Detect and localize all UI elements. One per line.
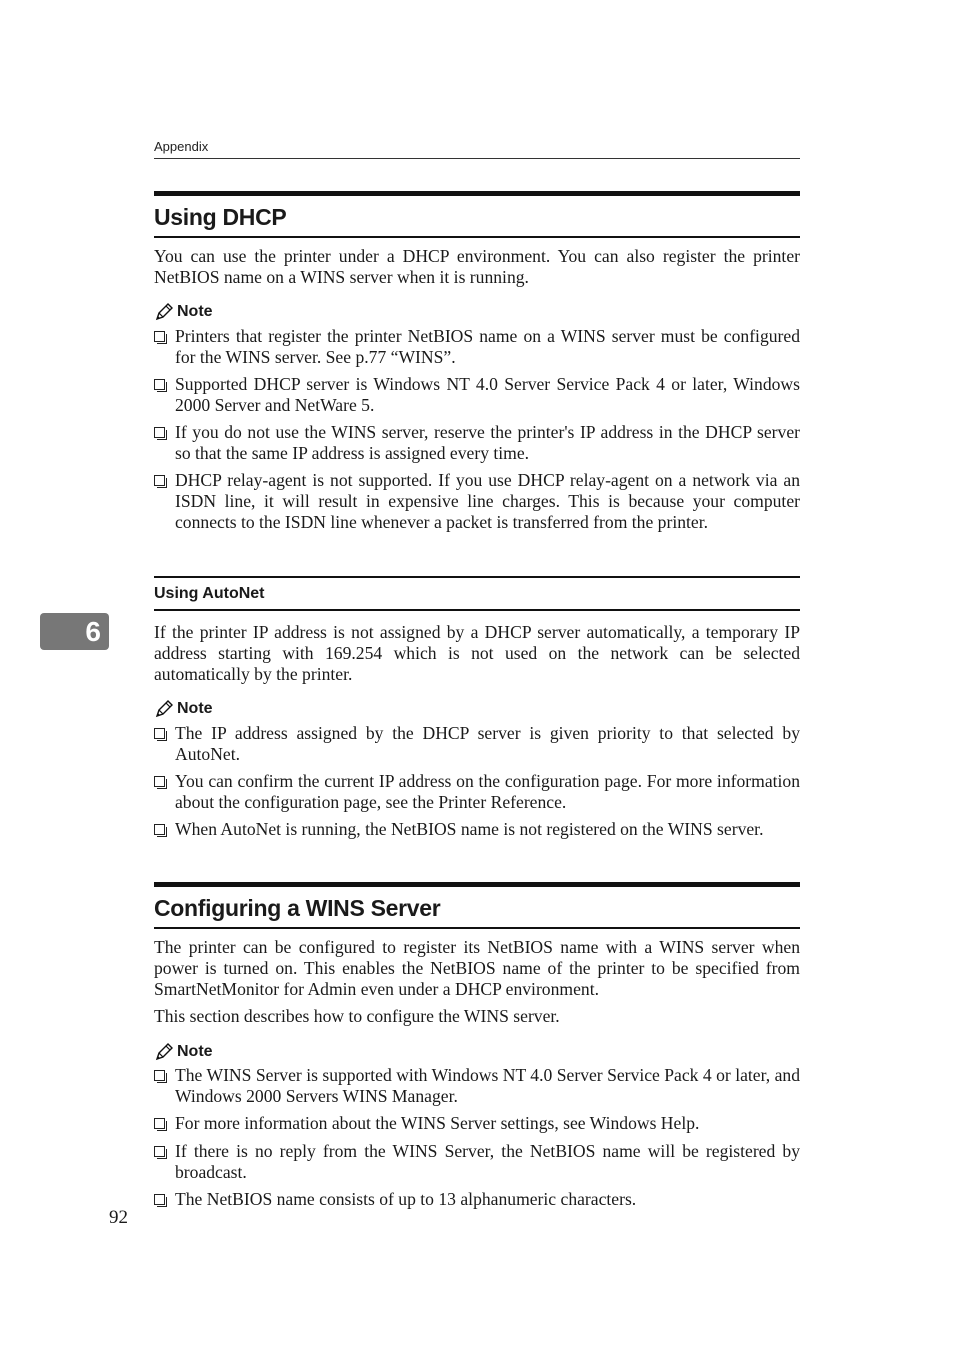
list-item	[154, 374, 800, 416]
note-label: Note	[177, 1043, 213, 1060]
list-item	[154, 819, 800, 840]
list-item	[154, 771, 800, 813]
wins-intro: The printer can be configured to register its NetBIOS name with a WINS server when power is turned on. This enables the NetBIOS name of the printer to be specified from SmartNetMonitor for Admin even under a DHCP environment.	[154, 937, 800, 999]
checkbox-bullet-icon	[154, 379, 165, 390]
list-item	[154, 1141, 800, 1183]
list-item	[154, 422, 800, 464]
running-head: Appendix	[154, 139, 800, 159]
list-item-text: The WINS Server is supported with Windows NT 4.0 Server Service Pack 4 or later, and Windows 2000 Servers WINS Manager.	[175, 1065, 800, 1106]
autonet-note-heading	[154, 699, 213, 719]
list-item-text: The NetBIOS name consists of up to 13 alphanumeric characters.	[175, 1189, 637, 1209]
note-label: Note	[177, 303, 213, 320]
checkbox-bullet-icon	[154, 427, 165, 438]
pencil-icon	[154, 1043, 174, 1061]
chapter-number: 6	[85, 615, 101, 647]
chapter-tab	[40, 613, 109, 650]
page-number: 92	[109, 1207, 128, 1228]
checkbox-bullet-icon	[154, 1118, 165, 1129]
pencil-icon	[154, 303, 174, 321]
note-label: Note	[177, 700, 213, 717]
list-item-text: Supported DHCP server is Windows NT 4.0 Server Service Pack 4 or later, Windows 2000 Server and NetWare 5.	[175, 374, 800, 415]
checkbox-bullet-icon	[154, 728, 165, 739]
checkbox-bullet-icon	[154, 776, 165, 787]
section-title-wins: Configuring a WINS Server	[154, 882, 800, 929]
checkbox-bullet-icon	[154, 1146, 165, 1157]
list-item	[154, 470, 800, 533]
autonet-intro: If the printer IP address is not assigned by a DHCP server automatically, a temporary IP address starting with 169.254 which is not used on the network can be selected automatically by the printer.	[154, 622, 800, 684]
wins-note-heading	[154, 1042, 213, 1062]
checkbox-bullet-icon	[154, 1070, 165, 1081]
checkbox-bullet-icon	[154, 331, 165, 342]
pencil-icon	[154, 700, 174, 718]
section-title-autonet: Using AutoNet	[154, 576, 800, 611]
checkbox-bullet-icon	[154, 1194, 165, 1205]
list-item-text: You can confirm the current IP address on the configuration page. For more information about the configuration page, see the Printer Reference.	[175, 771, 800, 812]
list-item	[154, 326, 800, 368]
dhcp-intro: You can use the printer under a DHCP environment. You can also register the printer NetBIOS name on a WINS server when it is running.	[154, 246, 800, 287]
list-item	[154, 1189, 800, 1210]
list-item-text: For more information about the WINS Server settings, see Windows Help.	[175, 1113, 700, 1133]
list-item	[154, 1113, 800, 1134]
list-item-text: DHCP relay-agent is not supported. If you use DHCP relay-agent on a network via an ISDN line, it will result in expensive line charges. This is because your computer connects to the ISDN line whenever a packet is transferred from the printer.	[175, 470, 800, 532]
list-item-text: Printers that register the printer NetBIOS name on a WINS server must be configured for the WINS server. See p.77 “WINS”.	[175, 326, 800, 367]
wins-intro-2: This section describes how to configure the WINS server.	[154, 1006, 560, 1026]
section-title-dhcp: Using DHCP	[154, 191, 800, 238]
dhcp-note-heading	[154, 302, 213, 322]
list-item-text: When AutoNet is running, the NetBIOS name is not registered on the WINS server.	[175, 819, 764, 839]
checkbox-bullet-icon	[154, 475, 165, 486]
checkbox-bullet-icon	[154, 824, 165, 835]
list-item	[154, 723, 800, 765]
list-item-text: If there is no reply from the WINS Server, the NetBIOS name will be registered by broadcast.	[175, 1141, 800, 1182]
list-item	[154, 1065, 800, 1107]
list-item-text: The IP address assigned by the DHCP server is given priority to that selected by AutoNet.	[175, 723, 800, 764]
list-item-text: If you do not use the WINS server, reserve the printer's IP address in the DHCP server so that the same IP address is assigned every time.	[175, 422, 800, 463]
